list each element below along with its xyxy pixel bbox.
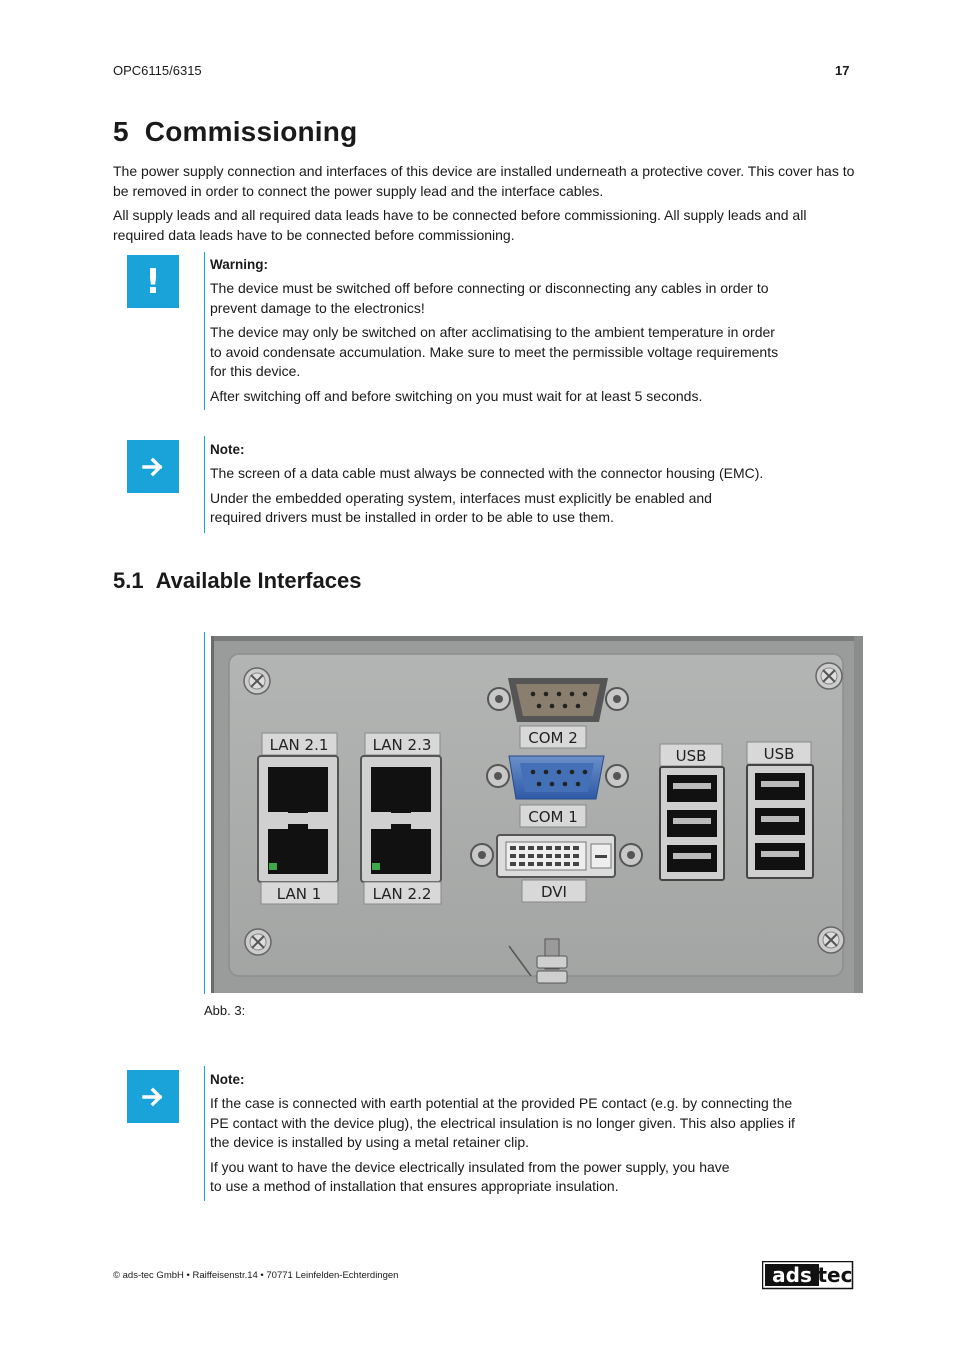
subsection-title: Available Interfaces (155, 568, 362, 593)
warning-paragraph: The device must be switched off before connecting or disconnecting any cables in order to prevent damage to the electronics! (210, 280, 769, 316)
warning-icon-box (127, 255, 179, 308)
intro-paragraph: All supply leads and all required data leads have to be connected before commissioning. All supply leads and all required data leads have to be connected before commissioning. (113, 207, 807, 243)
section-title: Commissioning (144, 116, 358, 147)
usb-port-stack-left (660, 767, 724, 880)
usb-port-stack-right (747, 765, 813, 878)
note-icon-box (127, 1070, 179, 1123)
note-paragraph: The screen of a data cable must always be connected with the connector housing (EMC). (210, 465, 764, 481)
lan-port-stack-left (258, 756, 338, 882)
figure-rule (204, 632, 205, 994)
arrow-right-icon (141, 456, 165, 478)
screw-icon (818, 927, 844, 953)
note-rule (204, 436, 205, 533)
label-dvi: DVI (541, 883, 567, 901)
label-com1: COM 1 (528, 808, 578, 826)
note-content (210, 1070, 810, 1202)
note-content (210, 440, 810, 533)
screw-icon (816, 663, 842, 689)
footer-address: © ads-tec GmbH • Raiffeisenstr.14 • 70771 Leinfelden-Echterdingen (113, 1270, 399, 1281)
note-title: Note: (210, 442, 245, 457)
logo-right-text: tec (817, 1263, 853, 1287)
header-page-number: 17 (835, 63, 850, 78)
lan-port-stack-right (361, 756, 441, 882)
screw-icon (244, 668, 270, 694)
section-number: 5 (113, 116, 129, 147)
figure-caption: Abb. 3: (204, 1003, 246, 1018)
label-com2: COM 2 (528, 729, 578, 747)
label-lan22: LAN 2.2 (372, 885, 432, 903)
note-rule (204, 1066, 205, 1201)
header-doc-id: OPC6115/6315 (113, 63, 202, 78)
label-lan1: LAN 1 (276, 885, 322, 903)
label-usb-a: USB (675, 747, 707, 765)
ads-tec-logo (762, 1261, 854, 1290)
note-paragraph: If you want to have the device electrically insulated from the power supply, you have to use a method of installation that ensures appropriate insulation. (210, 1158, 730, 1194)
label-usb-b: USB (763, 745, 795, 763)
warning-paragraph: After switching off and before switching on you must wait for at least 5 seconds. (210, 387, 703, 404)
label-lan21: LAN 2.1 (269, 736, 329, 754)
intro-paragraph: The power supply connection and interfaces of this device are installed underneath a protective cover. This cover has to be removed in order to connect the power supply lead and the interface cables. (113, 163, 855, 199)
label-lan23: LAN 2.3 (372, 736, 432, 754)
interface-panel-photo (211, 636, 863, 993)
warning-paragraph: The device may only be switched on after acclimatising to the ambient temperature in order to avoid condensate accumulation. Make sure to meet the permissible voltage requirements for this device. (210, 324, 779, 379)
note-icon-box (127, 440, 179, 493)
note-title: Note: (210, 1072, 245, 1087)
subsection-heading (113, 568, 361, 594)
note-paragraph: Under the embedded operating system, interfaces must explicitly be enabled and required drivers must be installed in order to be able to use them. (210, 489, 712, 525)
note-paragraph: If the case is connected with earth potential at the provided PE contact (e.g. by connecting the PE contact with the device plug), the electrical insulation is no longer given. This also applies if the device is installed by using a metal retainer clip. (210, 1095, 795, 1150)
warning-rule (204, 252, 205, 410)
screw-icon (245, 929, 271, 955)
logo-left-text: ads (772, 1263, 812, 1287)
subsection-number: 5.1 (113, 568, 144, 593)
exclamation-icon: ! (145, 261, 161, 302)
arrow-right-icon (141, 1086, 165, 1108)
section-heading (113, 116, 357, 148)
warning-content (210, 255, 810, 411)
warning-title: Warning: (210, 257, 268, 272)
